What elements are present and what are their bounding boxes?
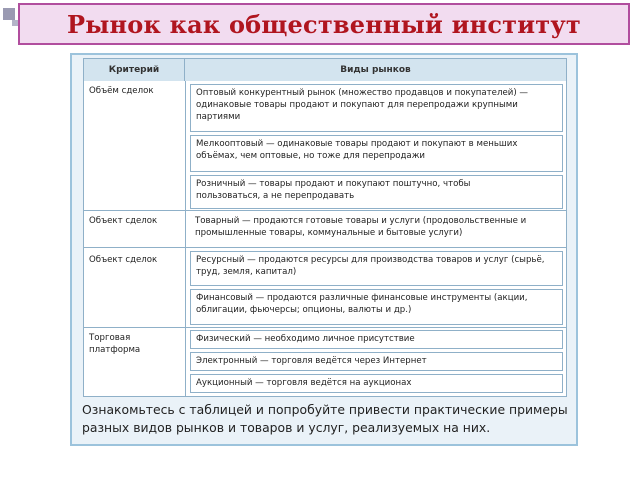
type-cell: Мелкооптовый — одинаковые товары продают и покупают в меньших объёмах, чем оптовые, но тоже для перепродажи — [196, 139, 518, 161]
table-row — [190, 374, 563, 393]
row-divider — [84, 210, 566, 211]
slide-title-box — [18, 3, 630, 45]
slide-title: Рынок как общественный институт — [67, 9, 581, 39]
corner-square-large — [3, 8, 15, 20]
table-row — [190, 330, 563, 349]
header-criterion: Критерий — [84, 59, 185, 81]
column-divider — [185, 81, 186, 247]
type-cell: Оптовый конкурентный рынок (множество продавцов и покупателей) — одинаковые товары продают и покупают для перепродажи крупными партиями — [196, 88, 529, 122]
criterion-cell: Объём сделок — [89, 86, 154, 96]
type-cell: Ресурсный — продаются ресурсы для производства товаров и услуг (сырьё, труд, земля, капитал) — [196, 255, 545, 277]
table-row — [190, 352, 563, 371]
market-table-lower — [83, 247, 567, 397]
table-row — [190, 84, 563, 132]
type-cell: Розничный — товары продают и покупают поштучно, чтобы пользоваться, а не перепродавать — [196, 179, 471, 201]
table-row — [190, 289, 563, 325]
criterion-cell: Торговая платформа — [89, 333, 141, 355]
criterion-cell: Объект сделок — [89, 216, 158, 226]
table-row — [190, 175, 563, 209]
instruction-text: Ознакомьтесь с таблицей и попробуйте привести практические примеры разных видов рынков и товаров и услуг, реализуемых на них. — [82, 402, 568, 435]
table-panel — [70, 53, 578, 446]
market-table-upper — [83, 58, 567, 248]
criterion-cell: Объект сделок — [89, 255, 158, 265]
table-row — [190, 135, 563, 172]
row-divider — [84, 327, 566, 328]
type-cell: Аукционный — торговля ведётся на аукционах — [196, 378, 412, 388]
type-cell: Электронный — торговля ведётся через Интернет — [196, 356, 427, 366]
column-divider — [185, 248, 186, 396]
type-cell: Физический — необходимо личное присутствие — [196, 334, 415, 344]
type-cell: Товарный — продаются готовые товары и услуги (продовольственные и промышленные товары, коммунальные и бытовые услуги) — [195, 216, 527, 238]
table-row — [190, 251, 563, 286]
type-cell: Финансовый — продаются различные финансовые инструменты (акции, облигации, фьючерсы; опционы, валюты и др.) — [196, 293, 528, 315]
header-types: Виды рынков — [185, 59, 566, 81]
